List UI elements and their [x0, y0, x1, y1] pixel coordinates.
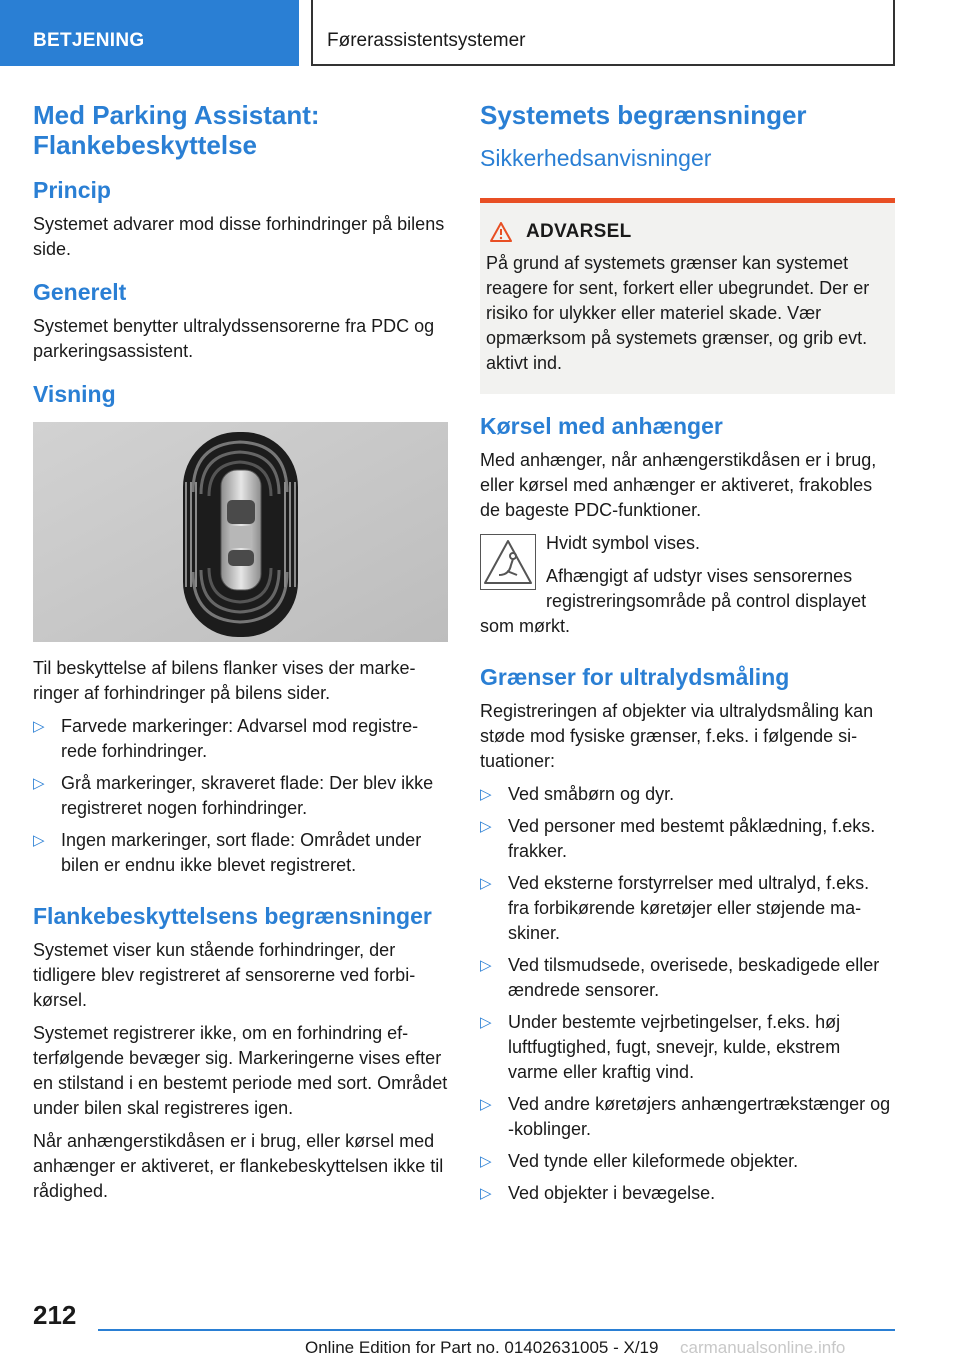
triangle-right-icon: ▷ [480, 786, 492, 803]
section-title: Med Parking Assistant: Flankebeskyttelse [33, 100, 320, 160]
triangle-right-icon: ▷ [33, 775, 45, 792]
triangle-right-icon: ▷ [480, 1185, 492, 1202]
triangle-right-icon: ▷ [480, 875, 492, 892]
symbol-row [480, 531, 895, 614]
symbol-line-2: Afhængigt af udstyr vises sensorernes registreringsområde på control displayet [546, 566, 867, 611]
symbol-line-3: som mørkt. [480, 616, 570, 636]
triangle-right-icon: ▷ [480, 818, 492, 835]
list-item: ▷ Under bestemte vejrbetingelser, f.eks. høj luftfugtighed, fugt, snevejr, kulde, ekstrem varme eller kraftig vind. [480, 1012, 841, 1082]
triangle-right-icon: ▷ [480, 1096, 492, 1113]
marking-list [33, 714, 448, 878]
visning-heading: Visning [33, 381, 116, 407]
limits-text-1: Systemet viser kun stående forhindringer, der tidligere blev registreret af sensorerne ved forbikørsel. [33, 940, 416, 1010]
trailer-text: Med anhænger, når anhængerstikdåsen er i brug, eller kørsel med anhænger er aktiveret, frakobles de bageste PDC-funktioner. [480, 450, 877, 520]
triangle-right-icon: ▷ [480, 1153, 492, 1170]
watermark-text: carmanualsonline.info [680, 1338, 846, 1357]
princip-text: Systemet advarer mod disse forhindringer på bilens side. [33, 214, 445, 259]
car-top-view-illustration [33, 422, 448, 642]
generelt-text: Systemet benytter ultralydssensorerne fra PDC og parkeringsassistent. [33, 316, 435, 361]
edition-text: Online Edition for Part no. 01402631005 - X/19 [305, 1338, 659, 1357]
warning-triangle-icon [490, 222, 512, 242]
triangle-right-icon: ▷ [33, 832, 45, 849]
list-item: ▷ Ved andre køretøjers anhængertrækstænger og -koblinger. [480, 1094, 891, 1139]
symbol-text [546, 531, 895, 614]
footer-divider [98, 1329, 895, 1331]
page-number: 212 [33, 1300, 77, 1330]
list-item: ▷ Ved objekter i bevægelse. [480, 1181, 895, 1206]
subsection-title: Sikkerhedsanvisninger [480, 145, 712, 171]
trailer-heading: Kørsel med anhænger [480, 413, 723, 439]
princip-heading: Princip [33, 177, 111, 203]
section-tab: BETJENING [0, 0, 299, 66]
limits-text-2: Systemet registrerer ikke, om en forhindring efterfølgende bevæger sig. Markeringerne vises efter en stilstand i en bestemt periode med sort. Området under bilen skal registreres igen. [33, 1023, 448, 1118]
list-item: ▷ Ved eksterne forstyrrelser med ultralyd, f.eks. fra forbikørende køretøjer eller støjende maskiner. [480, 873, 870, 943]
ultrasound-heading: Grænser for ultralydsmåling [480, 664, 790, 690]
chapter-title: Førerassistentsystemer [311, 0, 895, 66]
symbol-line-1: Hvidt symbol vises. [546, 533, 701, 553]
left-column [33, 100, 448, 1212]
trailer-hitch-icon [480, 534, 536, 590]
visning-text: Til beskyttelse af bilens flanker vises der markeringer af forhindringer på bilens sider. [33, 658, 416, 703]
triangle-right-icon: ▷ [480, 957, 492, 974]
warning-title: ADVARSEL [486, 221, 889, 243]
warning-box [480, 198, 895, 394]
limits-heading: Flankebeskyttelsens begrænsninger [33, 903, 432, 929]
list-item: ▷ Farvede markeringer: Advarsel mod registrerede forhindringer. [33, 716, 419, 761]
list-item: ▷ Ved småbørn og dyr. [480, 782, 895, 807]
list-item: ▷ Ved personer med bestemt påklædning, f.eks. frakker. [480, 816, 876, 861]
limits-list [480, 782, 895, 1206]
warning-text: På grund af systemets grænser kan systemet reagere for sent, forkert eller ubegrundet. Der er risiko for ulykker eller materiel skade. Vær opmærksom på systemets grænser, og grib evt. aktivt ind. [486, 253, 870, 373]
list-item: ▷ Ingen markeringer, sort flade: Området under bilen er endnu ikke blevet registreret. [33, 830, 422, 875]
triangle-right-icon: ▷ [480, 1014, 492, 1031]
list-item: ▷ Ved tynde eller kileformede objekter. [480, 1149, 895, 1174]
ultrasound-text: Registreringen af objekter via ultralydsmåling kan støde mod fysiske grænser, f.eks. i følgende situationer: [480, 701, 874, 771]
page-header [0, 0, 960, 66]
generelt-heading: Generelt [33, 279, 127, 305]
triangle-right-icon: ▷ [33, 718, 45, 735]
parking-display-image [33, 422, 448, 642]
list-item: ▷ Grå markeringer, skraveret flade: Der blev ikke registreret nogen forhindringer. [33, 773, 434, 818]
limits-text-3: Når anhængerstikdåsen er i brug, eller kørsel med anhænger er aktiveret, er flankebeskyttelsen ikke til rådighed. [33, 1131, 444, 1201]
section-title: Systemets begrænsninger [480, 100, 807, 130]
list-item: ▷ Ved tilsmudsede, overisede, beskadigede eller ændrede sensorer. [480, 955, 880, 1000]
right-column [480, 100, 895, 1214]
